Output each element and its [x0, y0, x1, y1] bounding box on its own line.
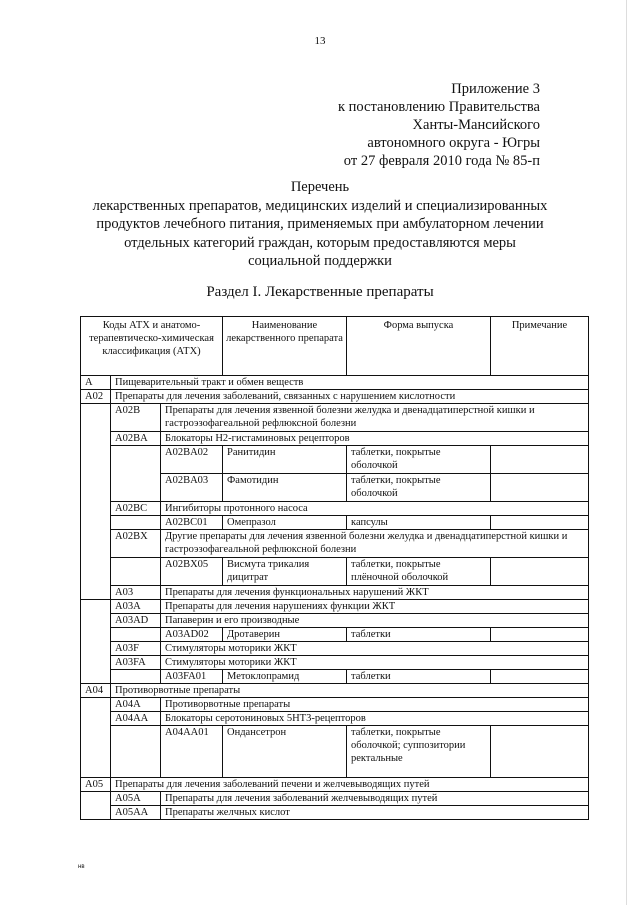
- drug-note: [491, 670, 589, 684]
- appendix-line: автономного округа - Югры: [367, 135, 540, 151]
- footer-mark: нв: [78, 864, 85, 870]
- group-name: Препараты для лечения язвенной болезни желудка и двенадцатиперстной кишки и гастроэзофагеальной рефлюксной болезни: [161, 404, 589, 432]
- empty-cell: [111, 628, 161, 642]
- group-name: Препараты для лечения функциональных нарушений ЖКТ: [161, 586, 589, 600]
- header-atx: Коды АТХ и анатомо-терапевтическо-химическая классификация (АТХ): [81, 317, 223, 376]
- table-row: [81, 530, 589, 558]
- header-name: Наименование лекарственного препарата: [223, 317, 347, 376]
- atx-code: A03AD02: [161, 628, 223, 642]
- table-row: [81, 390, 589, 404]
- title-heading: Перечень: [290, 179, 350, 195]
- drug-form: таблетки, покрытые оболочкой: [347, 446, 491, 474]
- table-row: [81, 404, 589, 432]
- group-name: Препараты для лечения заболеваний желчевыводящих путей: [161, 792, 589, 806]
- atx-code: A03FA: [111, 656, 161, 670]
- empty-cell: [111, 670, 161, 684]
- atx-code: A02BC01: [161, 516, 223, 530]
- empty-cell: [111, 516, 161, 530]
- atx-code: A: [81, 376, 111, 390]
- drug-note: [491, 474, 589, 502]
- group-name: Препараты для лечения нарушениях функции ЖКТ: [161, 600, 589, 614]
- table-row: [81, 726, 589, 778]
- atx-code: A03F: [111, 642, 161, 656]
- group-name: Препараты для лечения заболеваний печени и желчевыводящих путей: [111, 778, 589, 792]
- atx-code: A04AA01: [161, 726, 223, 778]
- drug-name: Метоклопрамид: [223, 670, 347, 684]
- atx-code: A03FA01: [161, 670, 223, 684]
- empty-cell: [111, 446, 161, 502]
- table-row: [81, 432, 589, 446]
- drug-note: [491, 628, 589, 642]
- group-name: Противорвотные препараты: [111, 684, 589, 698]
- drug-form: капсулы: [347, 516, 491, 530]
- group-name: Блокаторы серотониновых 5НТ3-рецепторов: [161, 712, 589, 726]
- title-line: отдельных категорий граждан, которым предоставляются меры: [124, 234, 516, 251]
- drug-name: Ондансетрон: [223, 726, 347, 778]
- appendix-block: [338, 80, 540, 170]
- drug-form: таблетки, покрытые оболочкой; суппозитории ректальные: [347, 726, 491, 778]
- title-line: продуктов лечебного питания, применяемых при амбулаторном лечении: [96, 216, 544, 232]
- atx-code: A02BC: [111, 502, 161, 516]
- appendix-line: Приложение 3: [451, 81, 540, 97]
- atx-code: A02B: [111, 404, 161, 432]
- table-row: [81, 558, 589, 586]
- table-header-row: [81, 317, 589, 376]
- drug-note: [491, 558, 589, 586]
- table-row: [81, 806, 589, 820]
- table-row: [81, 792, 589, 806]
- table-row: [81, 670, 589, 684]
- group-name: Стимуляторы моторики ЖКТ: [161, 656, 589, 670]
- appendix-line: Ханты-Мансийского: [412, 117, 540, 133]
- atx-code: A04: [81, 684, 111, 698]
- drug-form: таблетки: [347, 628, 491, 642]
- drug-form: таблетки, покрытые плёночной оболочкой: [347, 558, 491, 586]
- table-row: [81, 642, 589, 656]
- empty-cell: [81, 792, 111, 820]
- empty-cell: [81, 404, 111, 600]
- atx-code: A02: [81, 390, 111, 404]
- header-note: Примечание: [491, 317, 589, 376]
- drug-note: [491, 446, 589, 474]
- empty-cell: [81, 600, 111, 684]
- atx-code: A02BX: [111, 530, 161, 558]
- title-line: социальной поддержки: [248, 253, 392, 269]
- atx-code: A03AD: [111, 614, 161, 628]
- atx-code: A05AA: [111, 806, 161, 820]
- table-row: [81, 628, 589, 642]
- drug-name: Дротаверин: [223, 628, 347, 642]
- appendix-line: к постановлению Правительства: [338, 99, 540, 115]
- group-name: Папаверин и его производные: [161, 614, 589, 628]
- table-row: [81, 614, 589, 628]
- group-name: Пищеварительный тракт и обмен веществ: [111, 376, 589, 390]
- table-row: [81, 502, 589, 516]
- table-row: [81, 376, 589, 390]
- drug-name: Ранитидин: [223, 446, 347, 474]
- table-row: [81, 698, 589, 712]
- atx-code: A02BA02: [161, 446, 223, 474]
- document-title: [60, 178, 580, 271]
- group-name: Препараты для лечения заболеваний, связанных с нарушением кислотности: [111, 390, 589, 404]
- drug-table: [80, 316, 589, 820]
- page-number: 13: [314, 35, 326, 47]
- table-row: [81, 600, 589, 614]
- table-row: [81, 778, 589, 792]
- table-row: [81, 684, 589, 698]
- drug-note: [491, 516, 589, 530]
- table-row: [81, 586, 589, 600]
- drug-form: таблетки: [347, 670, 491, 684]
- group-name: Препараты желчных кислот: [161, 806, 589, 820]
- group-name: Другие препараты для лечения язвенной болезни желудка и двенадцатиперстной кишки и гастроэзофагеальной рефлюксной болезни: [161, 530, 589, 558]
- atx-code: A02BX05: [161, 558, 223, 586]
- empty-cell: [111, 726, 161, 778]
- atx-code: A04A: [111, 698, 161, 712]
- empty-cell: [81, 698, 111, 778]
- group-name: Блокаторы Н2-гистаминовых рецепторов: [161, 432, 589, 446]
- atx-code: A05A: [111, 792, 161, 806]
- group-name: Стимуляторы моторики ЖКТ: [161, 642, 589, 656]
- atx-code: A02BA03: [161, 474, 223, 502]
- group-name: Ингибиторы протонного насоса: [161, 502, 589, 516]
- empty-cell: [111, 558, 161, 586]
- appendix-line: от 27 февраля 2010 года № 85-п: [343, 153, 540, 169]
- drug-form: таблетки, покрытые оболочкой: [347, 474, 491, 502]
- title-line: лекарственных препаратов, медицинских изделий и специализированных: [92, 197, 548, 214]
- table-row: [81, 712, 589, 726]
- atx-code: A05: [81, 778, 111, 792]
- atx-code: A04AA: [111, 712, 161, 726]
- table-row: [81, 446, 589, 474]
- atx-code: A03: [111, 586, 161, 600]
- table-row: [81, 656, 589, 670]
- section-title: Раздел I. Лекарственные препараты: [206, 284, 434, 300]
- table-row: [81, 516, 589, 530]
- drug-name: Омепразол: [223, 516, 347, 530]
- drug-note: [491, 726, 589, 778]
- header-form: Форма выпуска: [347, 317, 491, 376]
- drug-name: Висмута трикалия дицитрат: [223, 558, 347, 586]
- drug-name: Фамотидин: [223, 474, 347, 502]
- group-name: Противорвотные препараты: [161, 698, 589, 712]
- atx-code: A02BA: [111, 432, 161, 446]
- atx-code: A03A: [111, 600, 161, 614]
